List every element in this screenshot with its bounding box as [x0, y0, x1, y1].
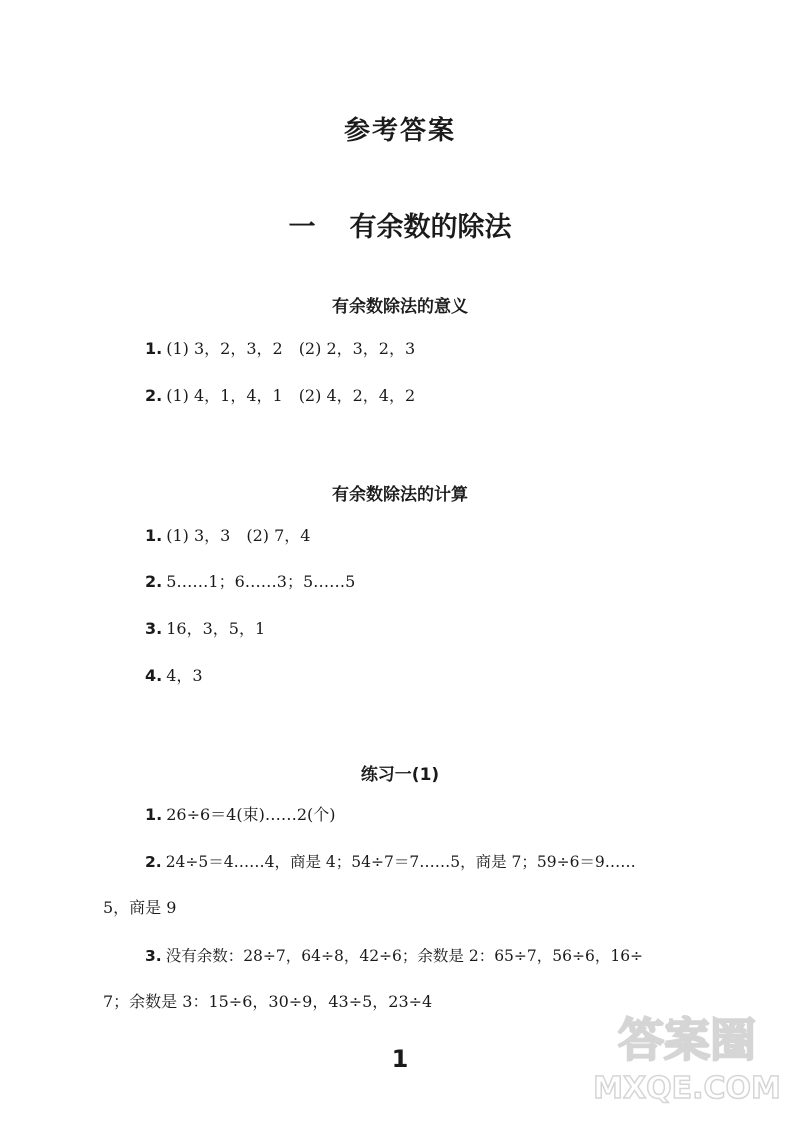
answer-continuation: 7；余数是 3：15÷6，30÷9，43÷5，23÷4 [103, 992, 433, 1011]
answer-text: (1) 3，3 (2) 7，4 [166, 526, 311, 545]
section-title: 练习一(1) [360, 765, 440, 785]
answer-text: 没有余数：28÷7，64÷8，42÷6；余数是 2：65÷7，56÷6，16÷ [165, 947, 644, 965]
answer-line [145, 386, 415, 406]
answer-text: 24÷5＝4……4，商是 4；54÷7＝7……5，商是 7；59÷6＝9…… [165, 853, 636, 871]
answer-number: 3. [145, 947, 162, 965]
answer-line [145, 526, 310, 546]
answer-number: 3. [145, 619, 163, 638]
answer-number: 1. [145, 339, 163, 358]
answer-text: 4，3 [166, 666, 203, 685]
answer-text: 26÷6＝4(束)……2(个) [166, 805, 336, 824]
document-title: 参考答案 [343, 116, 456, 146]
chapter-title: 有余数的除法 [349, 212, 512, 243]
answer-number: 2. [145, 853, 162, 871]
answer-line [145, 339, 415, 359]
chapter-heading [0, 205, 800, 244]
answer-text: (1) 4，1，4，1 (2) 4，2，4，2 [166, 386, 416, 405]
chapter-number: 一 [288, 212, 316, 243]
section-title: 有余数除法的意义 [332, 297, 468, 317]
answer-line [145, 619, 265, 639]
watermark-bottom-text: MXQE.COM [593, 1071, 781, 1106]
answer-number: 2. [145, 572, 163, 591]
answer-line [145, 805, 336, 825]
answer-line [145, 946, 643, 966]
answer-text: (1) 3，2，3，2 (2) 2，3，2，3 [166, 339, 416, 358]
answer-line [145, 666, 203, 686]
answer-number: 1. [145, 805, 163, 824]
answer-line [145, 852, 636, 872]
section-title: 有余数除法的计算 [332, 485, 468, 505]
answer-number: 1. [145, 526, 163, 545]
answer-text: 5……1；6……3；5……5 [166, 572, 356, 591]
answer-text: 16，3，5，1 [166, 619, 266, 638]
watermark-logo [592, 998, 782, 1108]
watermark-top-text: 答案圈 [618, 1013, 756, 1067]
answer-number: 2. [145, 386, 163, 405]
answer-continuation: 5，商是 9 [103, 898, 177, 917]
page-number: 1 [391, 1045, 409, 1073]
answer-line [145, 572, 355, 592]
answer-number: 4. [145, 666, 163, 685]
